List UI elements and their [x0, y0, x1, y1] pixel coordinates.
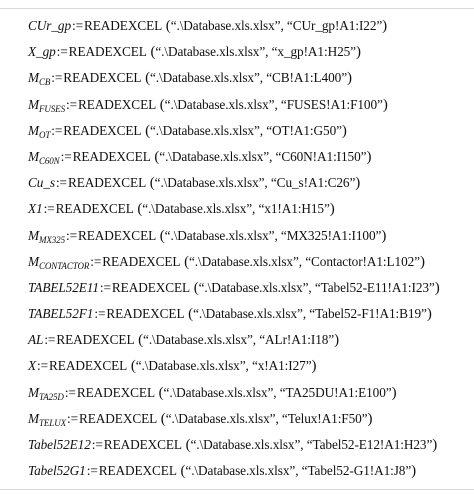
argument-separator: ,: [274, 227, 281, 243]
definition-operator: :=: [51, 70, 63, 86]
file-argument: “.\Database.xls.xlsx”: [143, 332, 253, 348]
function-name: READEXCEL: [77, 227, 157, 243]
argument-separator: ,: [252, 201, 259, 217]
definition-operator: :=: [64, 384, 76, 400]
assignment-line[interactable]: [28, 13, 468, 39]
argument-separator: ,: [298, 253, 306, 269]
file-argument: “.\Database.xls.xlsx”: [185, 463, 296, 479]
variable-name: [28, 175, 55, 190]
assignment-line[interactable]: [28, 249, 468, 275]
argument-separator: ,: [245, 358, 252, 374]
close-paren: ): [419, 253, 425, 270]
function-name: READEXCEL: [55, 201, 134, 217]
assignment-line[interactable]: [28, 196, 468, 222]
range-argument: “FUSES!A1:F100”: [280, 96, 383, 112]
variable-name: [28, 149, 60, 164]
argument-separator: ,: [275, 410, 282, 426]
open-paren: (: [134, 332, 144, 349]
variable-base: Cu_s: [28, 175, 55, 191]
argument-separator: ,: [300, 437, 307, 452]
range-argument: “Telux!A1:F50”: [281, 410, 368, 426]
file-argument: “.\Database.xls.xlsx”: [154, 175, 265, 191]
variable-subscript: CB: [38, 77, 51, 88]
variable-name: [28, 18, 71, 33]
file-argument: “.\Database.xls.xlsx”: [165, 410, 276, 426]
definition-operator: :=: [99, 279, 111, 295]
function-name: READEXCEL: [63, 70, 142, 86]
definition-operator: :=: [37, 358, 49, 374]
argument-separator: ,: [252, 332, 260, 348]
variable-base: M: [28, 148, 39, 164]
function-name: READEXCEL: [111, 279, 191, 295]
open-paren: (: [162, 18, 171, 34]
close-paren: ): [382, 18, 388, 34]
definition-operator: :=: [72, 18, 83, 33]
variable-name: [28, 44, 56, 59]
file-argument: “.\Database.xls.xlsx”: [155, 44, 266, 60]
variable-base: X: [28, 358, 37, 374]
close-paren: ): [382, 96, 388, 113]
definition-operator: :=: [90, 253, 102, 269]
variable-name: [28, 97, 65, 112]
assignment-list: [28, 13, 468, 484]
function-name: READEXCEL: [98, 463, 177, 479]
file-argument: “.\Database.xls.xlsx”: [193, 306, 303, 322]
variable-base: Tabel52E12: [28, 437, 91, 452]
open-paren: (: [141, 122, 150, 139]
range-argument: “CB!A1:L400”: [266, 70, 348, 86]
variable-name: [28, 123, 50, 138]
open-paren: (: [154, 384, 164, 401]
variable-name: [28, 228, 65, 243]
variable-base: AL: [28, 332, 44, 348]
open-paren: (: [156, 96, 165, 113]
definition-operator: :=: [43, 201, 55, 217]
file-argument: “.\Database.xls.xlsx”: [163, 384, 274, 400]
function-name: READEXCEL: [72, 148, 151, 164]
open-paren: (: [156, 227, 165, 244]
function-name: READEXCEL: [79, 410, 158, 426]
region-bottom-divider: [0, 489, 474, 490]
range-argument: “x!A1:I27”: [251, 358, 312, 374]
argument-separator: ,: [259, 122, 267, 138]
function-name: READEXCEL: [67, 175, 147, 191]
definition-operator: :=: [91, 437, 103, 452]
variable-name: [28, 254, 89, 269]
assignment-line[interactable]: [28, 65, 468, 91]
variable-name: [28, 201, 43, 216]
variable-base: M: [28, 253, 39, 269]
range-argument: “x_gp!A1:H25”: [271, 44, 356, 60]
function-name: READEXCEL: [68, 44, 147, 60]
variable-name: [28, 385, 64, 400]
region-top-divider: [0, 8, 474, 9]
range-argument: “Tabel52-E11!A1:I23”: [314, 279, 435, 295]
open-paren: (: [190, 279, 199, 296]
assignment-line[interactable]: [28, 92, 468, 118]
file-argument: “.\Database.xls.xlsx”: [142, 201, 253, 217]
assignment-line[interactable]: [28, 144, 468, 170]
close-paren: ): [426, 306, 432, 323]
function-name: READEXCEL: [76, 384, 155, 400]
open-paren: (: [146, 44, 156, 61]
variable-name: [28, 358, 36, 373]
function-name: READEXCEL: [103, 437, 182, 452]
argument-separator: ,: [295, 463, 302, 479]
file-argument: “.\Database.xls.xlsx”: [164, 96, 275, 112]
file-argument: “.\Database.xls.xlsx”: [159, 148, 270, 164]
variable-base: Tabel52G1: [28, 463, 86, 479]
variable-subscript: C60N: [38, 155, 60, 166]
variable-subscript: FUSES: [38, 103, 65, 114]
assignment-line[interactable]: [28, 327, 468, 353]
file-argument: “.\Database.xls.xlsx”: [149, 70, 260, 86]
range-argument: “x1!A1:H15”: [258, 201, 330, 217]
open-paren: (: [180, 253, 189, 270]
close-paren: ): [334, 332, 340, 349]
variable-subscript: TA25D: [38, 391, 64, 402]
close-paren: ): [366, 148, 372, 165]
argument-separator: ,: [280, 18, 287, 33]
variable-base: M: [28, 384, 39, 400]
range-argument: “OT!A1:G50”: [266, 122, 342, 138]
range-argument: “CUr_gp!A1:I22”: [286, 18, 383, 33]
variable-base: X_gp: [28, 44, 56, 60]
assignment-line[interactable]: [28, 275, 468, 301]
argument-separator: ,: [274, 96, 281, 112]
definition-operator: :=: [65, 96, 77, 112]
open-paren: (: [141, 70, 150, 87]
file-argument: “.\Database.xls.xlsx”: [135, 358, 246, 374]
file-argument: “.\Database.xls.xlsx”: [170, 18, 281, 33]
close-paren: ): [355, 175, 361, 192]
definition-operator: :=: [86, 463, 98, 479]
variable-subscript: TELUX: [38, 417, 66, 428]
definition-operator: :=: [94, 306, 106, 322]
argument-separator: ,: [264, 175, 271, 191]
file-argument: “.\Database.xls.xlsx”: [164, 227, 275, 243]
range-argument: “Tabel52-E12!A1:H23”: [306, 437, 433, 452]
assignment-line[interactable]: [28, 406, 468, 432]
argument-separator: ,: [273, 384, 280, 400]
assignment-line[interactable]: [28, 458, 468, 484]
assignment-line[interactable]: [28, 223, 468, 249]
close-paren: ): [381, 227, 387, 244]
definition-operator: :=: [44, 332, 56, 348]
definition-operator: :=: [65, 227, 77, 243]
range-argument: “ALr!A1:I18”: [259, 332, 335, 348]
function-name: READEXCEL: [106, 306, 185, 322]
file-argument: “.\Database.xls.xlsx”: [149, 122, 260, 138]
variable-subscript: CONTACTOR: [38, 260, 90, 271]
function-name: READEXCEL: [63, 122, 142, 138]
close-paren: ): [347, 70, 352, 87]
close-paren: ): [391, 384, 397, 401]
open-paren: (: [181, 437, 191, 453]
definition-operator: :=: [55, 175, 67, 191]
variable-base: M: [28, 96, 39, 112]
range-argument: “Tabel52-G1!A1:J8”: [301, 463, 412, 479]
definition-operator: :=: [60, 148, 72, 164]
function-name: READEXCEL: [84, 18, 163, 33]
variable-subscript: OT: [38, 129, 51, 140]
variable-name: [28, 437, 91, 452]
assignment-line[interactable]: [28, 170, 468, 196]
range-argument: “Tabel52-F1!A1:B19”: [309, 306, 427, 322]
variable-base: TABEL52F1: [28, 306, 94, 322]
assignment-line[interactable]: [28, 118, 468, 144]
variable-base: M: [28, 410, 39, 426]
function-name: READEXCEL: [56, 332, 135, 348]
argument-separator: ,: [308, 279, 315, 295]
argument-separator: ,: [259, 70, 267, 86]
close-paren: ): [355, 44, 361, 61]
assignment-line[interactable]: [28, 301, 468, 327]
definition-operator: :=: [67, 410, 78, 426]
range-argument: “TA25DU!A1:E100”: [279, 384, 392, 400]
assignment-line[interactable]: [28, 432, 468, 458]
variable-name: [28, 280, 99, 295]
assignment-line[interactable]: [28, 39, 468, 65]
range-argument: “Contactor!A1:L102”: [305, 253, 420, 269]
open-paren: (: [184, 306, 194, 323]
function-name: READEXCEL: [102, 253, 181, 269]
open-paren: (: [150, 148, 160, 165]
assignment-line[interactable]: [28, 353, 468, 379]
open-paren: (: [127, 358, 136, 375]
file-argument: “.\Database.xls.xlsx”: [188, 253, 299, 269]
close-paren: ): [367, 410, 373, 427]
close-paren: ): [311, 358, 317, 375]
file-argument: “.\Database.xls.xlsx”: [198, 279, 309, 295]
assignment-line[interactable]: [28, 380, 468, 406]
variable-name: [28, 70, 51, 88]
definition-operator: :=: [51, 122, 63, 138]
function-name: READEXCEL: [77, 96, 157, 112]
close-paren: ): [341, 122, 347, 139]
variable-name: [28, 463, 86, 478]
variable-name: [28, 332, 43, 347]
range-argument: “C60N!A1:I150”: [275, 148, 367, 164]
variable-name: [28, 411, 66, 426]
variable-base: M: [28, 227, 39, 243]
open-paren: (: [176, 463, 186, 480]
variable-subscript: MX325: [38, 234, 65, 245]
variable-base: M: [28, 70, 39, 86]
argument-separator: ,: [302, 306, 310, 322]
open-paren: (: [146, 175, 155, 192]
close-paren: ): [329, 201, 335, 218]
argument-separator: ,: [269, 148, 276, 164]
close-paren: ): [411, 463, 417, 480]
file-argument: “.\Database.xls.xlsx”: [190, 437, 301, 452]
close-paren: ): [434, 279, 440, 296]
range-argument: “MX325!A1:I100”: [280, 227, 382, 243]
close-paren: ): [432, 437, 438, 453]
argument-separator: ,: [265, 44, 272, 60]
function-name: READEXCEL: [49, 358, 128, 374]
definition-operator: :=: [56, 44, 68, 60]
open-paren: (: [133, 201, 143, 218]
variable-base: M: [28, 122, 39, 138]
open-paren: (: [157, 410, 166, 427]
variable-base: TABEL52E11: [28, 279, 99, 295]
variable-base: CUr_gp: [28, 18, 71, 33]
variable-base: X1: [28, 201, 43, 217]
variable-name: [28, 306, 93, 321]
range-argument: “Cu_s!A1:C26”: [270, 175, 356, 191]
